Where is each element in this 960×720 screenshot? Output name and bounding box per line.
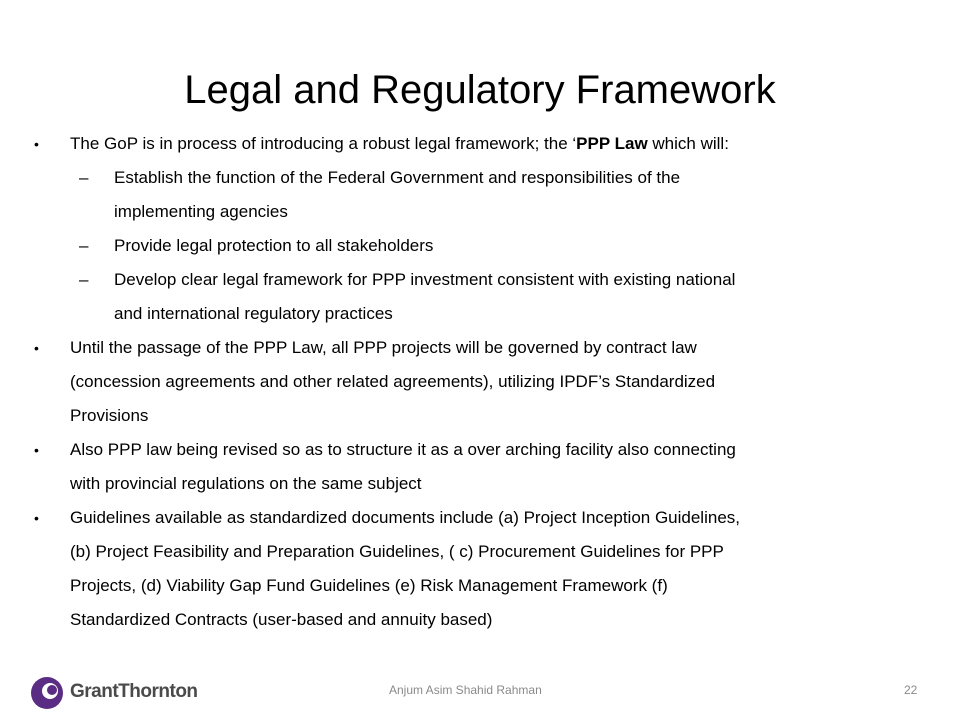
bullet-item — [34, 501, 934, 637]
sub-bullet-text: implementing agencies — [114, 202, 288, 221]
bullet-item — [34, 331, 934, 433]
bullet-text: (concession agreements and other related agreements), utilizing IPDF’s Standardized — [70, 372, 716, 391]
bullet-marker: • — [34, 442, 39, 458]
sub-bullet-text: Establish the function of the Federal Government and responsibilities of the — [114, 168, 681, 187]
page-number: 22 — [904, 683, 918, 697]
bullet-text: Provisions — [70, 406, 149, 425]
dash-marker: – — [79, 270, 89, 289]
sub-bullet-item — [34, 161, 934, 229]
logo-wordmark: GrantThornton — [70, 681, 198, 702]
bullet-text: Projects, (d) Viability Gap Fund Guidelines (e) Risk Management Framework (f) — [70, 576, 668, 595]
bullet-text: The GoP is in process of introducing a robust legal framework; the ‘ — [70, 134, 577, 153]
bullet-text: (b) Project Feasibility and Preparation Guidelines, ( c) Procurement Guidelines for PPP — [70, 542, 724, 561]
dash-marker: – — [79, 236, 89, 255]
sub-bullet-text: and international regulatory practices — [114, 304, 393, 323]
footer-author: Anjum Asim Shahid Rahman — [389, 683, 542, 697]
bullet-text: Standardized Contracts (user-based and annuity based) — [70, 610, 493, 629]
bullet-text: which will: — [647, 134, 729, 153]
bullet-bold-text: PPP Law — [576, 134, 648, 153]
slide-content — [34, 127, 934, 637]
slide-footer — [0, 676, 960, 706]
bullet-text: with provincial regulations on the same subject — [70, 474, 422, 493]
sub-bullet-item — [34, 263, 934, 331]
bullet-marker: • — [34, 510, 39, 526]
sub-bullet-text: Develop clear legal framework for PPP investment consistent with existing national — [114, 270, 736, 289]
dash-marker: – — [79, 168, 89, 187]
bullet-item — [34, 127, 934, 161]
bullet-text: Guidelines available as standardized documents include (a) Project Inception Guidelines, — [70, 508, 740, 527]
bullet-text: Also PPP law being revised so as to structure it as a over arching facility also connecting — [70, 440, 736, 459]
bullet-marker: • — [34, 136, 39, 152]
bullet-marker: • — [34, 340, 39, 356]
slide-title: Legal and Regulatory Framework — [184, 68, 776, 112]
bullet-text: Until the passage of the PPP Law, all PPP projects will be governed by contract law — [70, 338, 697, 357]
bullet-item — [34, 433, 934, 501]
sub-bullet-item — [34, 229, 934, 263]
sub-bullet-text: Provide legal protection to all stakeholders — [114, 236, 434, 255]
